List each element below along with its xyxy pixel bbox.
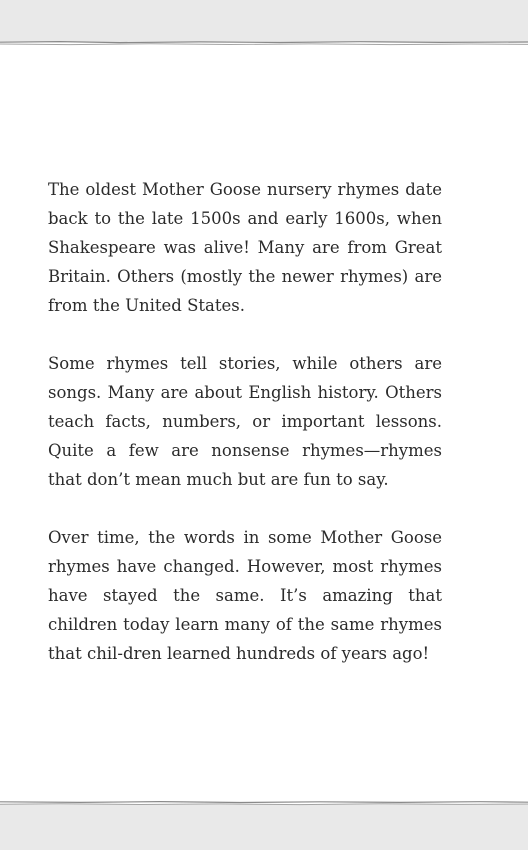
paragraph-origins: The oldest Mother Goose nursery rhymes date back to the late 1500s and early 1600s, when Shakespeare was alive! Many are from Great Britain. Others (mostly the newer rhymes) are from the United States. [48,180,442,315]
body-text [48,175,442,668]
bottom-margin [0,806,528,850]
top-border-rule [0,40,528,46]
top-margin [0,0,528,42]
paragraph-types: Some rhymes tell stories, while others are songs. Many are about English history. Others teach facts, numbers, or important lessons. Quite a few are nonsense rhymes—rhymes that don’t mean much but are fun to say. [48,354,442,489]
paragraph-changes: Over time, the words in some Mother Goose rhymes have changed. However, most rhymes have stayed the same. It’s amazing that children today learn many of the same rhymes that chil-dren learned hundreds of years ago! [48,528,442,663]
